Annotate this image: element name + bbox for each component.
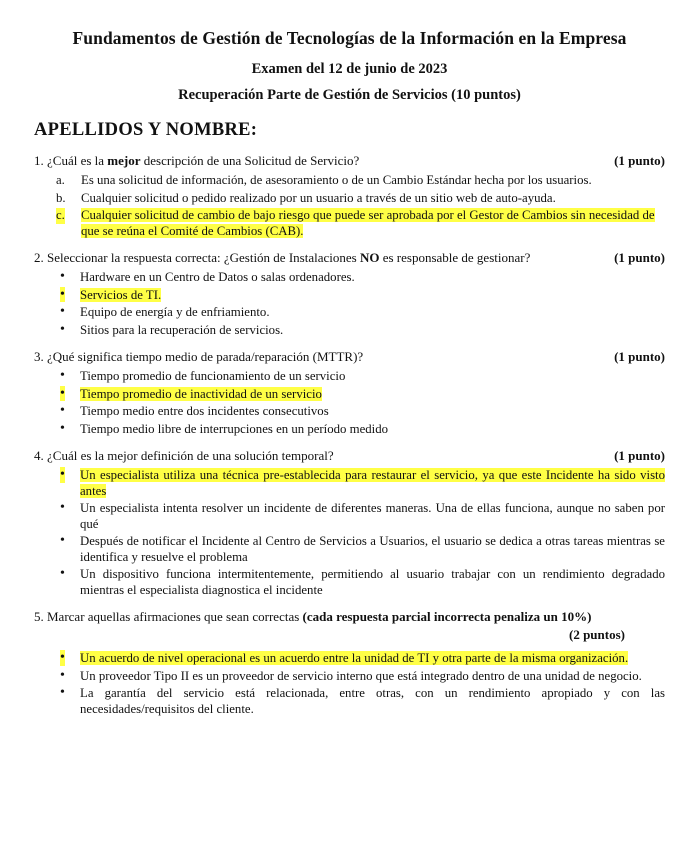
option-list: [34, 369, 665, 437]
option-list: [34, 270, 665, 338]
bullet-icon: •: [60, 403, 65, 418]
question-4: [34, 448, 665, 598]
option-text: Sitios para la recuperación de servicios.: [80, 322, 284, 337]
option-item[interactable]: [34, 404, 665, 420]
question-5: [34, 609, 665, 717]
question-text: ¿Qué significa tiempo medio de parada/reparación (MTTR)?: [47, 349, 364, 364]
option-marker: a.: [56, 173, 65, 187]
bullet-icon: •: [60, 566, 65, 581]
option-text: Después de notificar el Incidente al Centro de Servicios a Usuarios, el usuario se dedica a otras tareas mientras se identifica y resuelve el problema: [80, 534, 665, 564]
option-text: Cualquier solicitud o pedido realizado por un usuario a través de un sitio web de auto-ayuda.: [81, 190, 556, 205]
option-text: Tiempo medio libre de interrupciones en un período medido: [80, 421, 389, 436]
option-text-highlighted: Tiempo promedio de inactividad de un servicio: [80, 386, 322, 401]
bullet-icon: •: [60, 500, 65, 515]
option-b[interactable]: [34, 191, 665, 207]
question-number: 1.: [34, 153, 44, 168]
question-text: Marcar aquellas afirmaciones que sean correctas: [47, 609, 303, 624]
question-emphasis: mejor: [107, 153, 141, 168]
bullet-icon: •: [60, 286, 65, 302]
option-item[interactable]: [34, 534, 665, 565]
option-item[interactable]: [34, 567, 665, 598]
question-number: 4.: [34, 448, 44, 463]
question-number: 3.: [34, 349, 44, 364]
option-item[interactable]: [34, 305, 665, 321]
option-text: Un especialista intenta resolver un incidente de diferentes maneras. Una de ellas funciona, aunque no saben por qué: [80, 501, 665, 531]
question-text-end: descripción de una Solicitud de Servicio?: [140, 153, 360, 168]
option-list: [34, 468, 665, 598]
question-text: Seleccionar la respuesta correcta: ¿Gestión de Instalaciones: [47, 250, 360, 265]
bullet-icon: •: [60, 269, 65, 284]
option-text: Hardware en un Centro de Datos o salas ordenadores.: [80, 270, 355, 284]
option-item[interactable]: [34, 651, 665, 667]
bullet-icon: •: [60, 533, 65, 548]
bullet-icon: •: [60, 304, 65, 319]
bullet-icon: •: [60, 385, 65, 401]
bullet-icon: •: [60, 685, 65, 700]
option-text: Tiempo promedio de funcionamiento de un servicio: [80, 369, 346, 383]
option-text: Es una solicitud de información, de asesoramiento o de un Cambio Estándar hecha por los usuarios.: [81, 173, 592, 187]
question-1: [34, 153, 665, 239]
bullet-icon: •: [60, 650, 65, 665]
question-text: ¿Cuál es la: [47, 153, 108, 168]
question-emphasis: NO: [359, 250, 380, 265]
bullet-icon: •: [60, 321, 65, 337]
option-text: Equipo de energía y de enfriamiento.: [80, 305, 270, 319]
option-item[interactable]: [34, 501, 665, 532]
option-a[interactable]: [34, 173, 665, 189]
option-item[interactable]: [34, 669, 665, 685]
option-text-highlighted: Cualquier solicitud de cambio de bajo riesgo que puede ser aprobada por el Gestor de Cambios sin necesidad de que se reúna el Comité de Cambios (CAB).: [81, 208, 655, 238]
option-text: Tiempo medio entre dos incidentes consecutivos: [80, 404, 329, 418]
bullet-icon: •: [60, 420, 65, 436]
question-2: [34, 250, 665, 338]
question-3: [34, 349, 665, 437]
option-text-highlighted: Un acuerdo de nivel operacional es un acuerdo entre la unidad de TI y otra parte de la misma organización.: [80, 651, 629, 665]
option-text: Un dispositivo funciona intermitentemente, permitiendo al usuario trabajar con un rendimiento degradado mientras el especialista diagnostica el incidente: [80, 567, 665, 597]
question-number: 2.: [34, 250, 44, 265]
document-title: Fundamentos de Gestión de Tecnologías de la Información en la Empresa: [72, 28, 627, 48]
option-text-highlighted: Un especialista utiliza una técnica pre-establecida para restaurar el servicio, ya que este Incidente ha sido visto antes: [80, 468, 665, 498]
option-item[interactable]: [34, 270, 665, 286]
bullet-icon: •: [60, 667, 65, 683]
question-points: (1 punto): [614, 349, 665, 364]
option-list: [34, 173, 665, 239]
option-item[interactable]: [34, 369, 665, 385]
option-item[interactable]: [34, 288, 665, 304]
question-text-end: es responsable de gestionar?: [379, 250, 531, 265]
option-item[interactable]: [34, 323, 665, 339]
question-emphasis: (cada respuesta parcial incorrecta penaliza un 10%): [302, 609, 592, 624]
name-field-label: APELLIDOS Y NOMBRE:: [34, 120, 258, 140]
option-item[interactable]: [34, 387, 665, 403]
question-points: (1 punto): [614, 448, 665, 463]
option-item[interactable]: [34, 422, 665, 438]
option-list: [34, 651, 665, 717]
option-text: La garantía del servicio está relacionada, entre otras, con un rendimiento apropiado y con las necesidades/requisitos del cliente.: [80, 686, 665, 716]
question-points: (1 punto): [614, 250, 665, 265]
option-text-highlighted: Servicios de TI.: [80, 287, 162, 302]
option-c[interactable]: [34, 208, 665, 239]
question-points: (2 puntos): [569, 627, 625, 642]
question-points: (1 punto): [614, 153, 665, 168]
option-marker: b.: [56, 190, 66, 205]
option-item[interactable]: [34, 468, 665, 499]
option-item[interactable]: [34, 686, 665, 717]
bullet-icon: •: [60, 368, 65, 383]
question-text: ¿Cuál es la mejor definición de una solución temporal?: [47, 448, 334, 463]
bullet-icon: •: [60, 467, 65, 482]
exam-date: Examen del 12 de junio de 2023: [251, 61, 448, 77]
option-text: Un proveedor Tipo II es un proveedor de servicio interno que está integrado dentro de una unidad de negocio.: [80, 668, 642, 683]
question-number: 5.: [34, 609, 44, 624]
option-marker: c.: [56, 208, 65, 222]
section-title: Recuperación Parte de Gestión de Servicios (10 puntos): [178, 87, 521, 103]
